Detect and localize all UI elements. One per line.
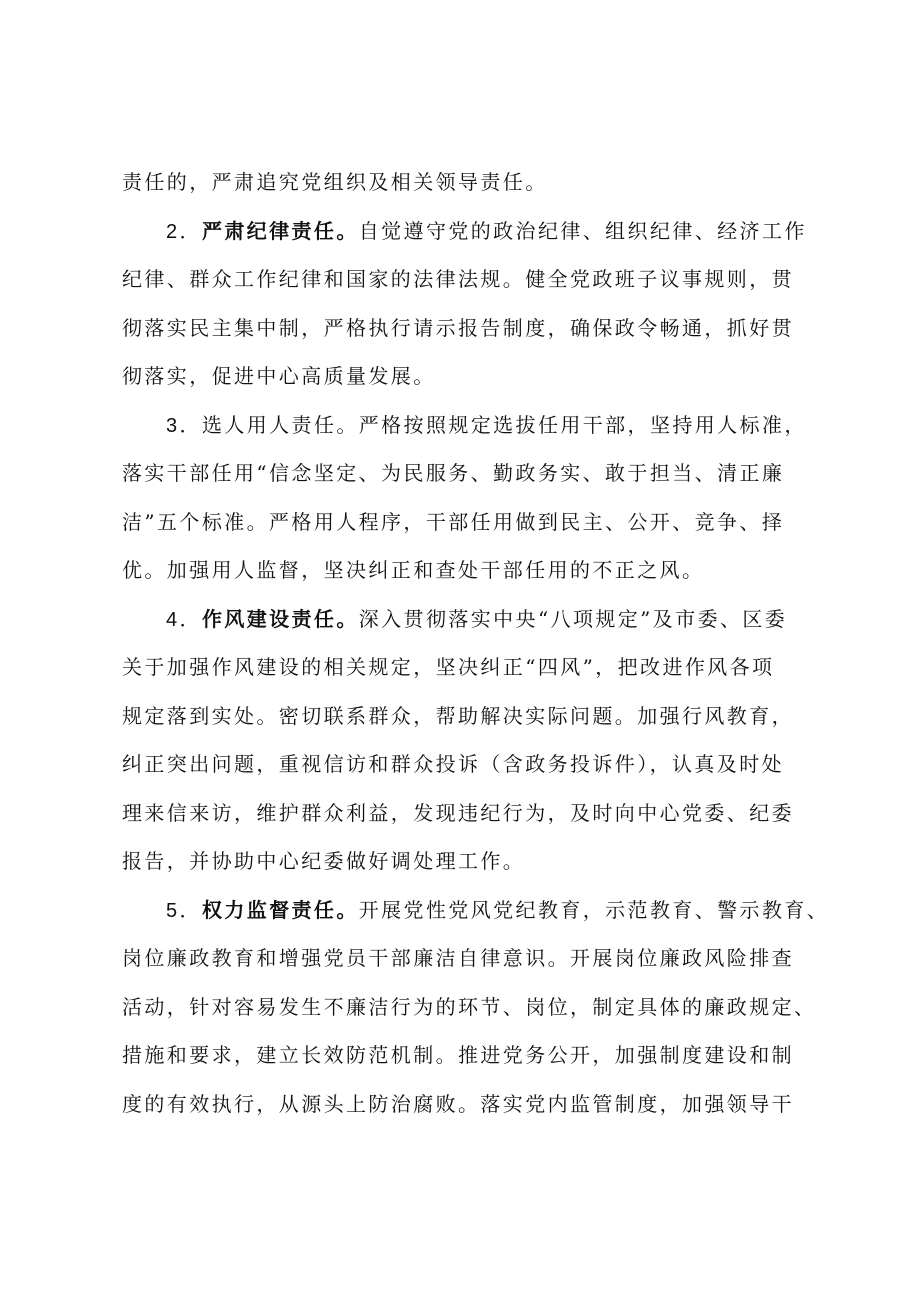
paragraph-text: 岗位廉政教育和增强党员干部廉洁自律意识。开展岗位廉政风险排查: [122, 946, 794, 970]
paragraph-4-line: [122, 692, 827, 741]
paragraph-text: 纠正突出问题，重视信访和群众投诉（含政务投诉件），认真及时处: [122, 752, 784, 776]
paragraph-text: 报告，并协助中心纪委做好调处理工作。: [122, 849, 526, 873]
paragraph-number: 3．: [166, 414, 202, 437]
paragraph-text: 度的有效执行，从源头上防治腐败。落实党内监管制度，加强领导干: [122, 1091, 794, 1116]
paragraph-heading: 选人用人责任。: [201, 412, 359, 437]
paragraph-text: 彻落实，促进中心高质量发展。: [122, 364, 436, 388]
paragraph-number: 4．: [166, 608, 202, 631]
paragraph-text: 洁”五个标准。严格用人程序，干部任用做到民主、公开、竞争、择: [122, 509, 785, 534]
paragraph-text: 理来信来访，维护群众利益，发现违纪行为，及时向中心党委、纪委: [122, 800, 794, 825]
paragraph-3-line: [122, 449, 827, 498]
paragraph-text: 活动，针对容易发生不廉洁行为的环节、岗位，制定具体的廉政规定、: [122, 994, 817, 1019]
paragraph-3-line: [122, 498, 827, 547]
paragraph-2-line: [122, 255, 827, 304]
paragraph-5-line: [122, 1080, 827, 1129]
paragraph-2-first-line: [122, 207, 827, 256]
paragraph-continuation-line: [122, 158, 827, 207]
paragraph-text: 自觉遵守党的政治纪律、组织纪律、经济工作: [358, 218, 807, 243]
paragraph-text: 彻落实民主集中制，严格执行请示报告制度，确保政令畅通，抓好贯: [122, 315, 794, 340]
paragraph-4-line: [122, 837, 827, 886]
paragraph-text: 规定落到实处。密切联系群众，帮助解决实际问题。加强行风教育，: [122, 703, 794, 728]
paragraph-3-line: [122, 546, 827, 595]
document-body: [122, 158, 830, 1128]
paragraph-4-line: [122, 740, 827, 789]
paragraph-5-line: [122, 934, 827, 983]
paragraph-heading: 严肃纪律责任。: [201, 218, 359, 243]
paragraph-5-line: [122, 983, 827, 1032]
paragraph-4-first-line: [122, 595, 827, 644]
paragraph-text: 措施和要求，建立长效防范机制。推进党务公开，加强制度建设和制: [122, 1043, 794, 1067]
paragraph-text: 优。加强用人监督，坚决纠正和查处干部任用的不正之风。: [122, 558, 705, 582]
paragraph-5-first-line: [122, 886, 830, 935]
paragraph-text: 开展党性党风党纪教育，示范教育、警示教育、: [358, 897, 830, 922]
paragraph-3-first-line: [122, 401, 827, 450]
paragraph-text: 落实干部任用“信念坚定、为民服务、勤政务实、敢于担当、清正廉: [122, 461, 785, 485]
paragraph-text: 严格按照规定选拔任用干部，坚持用人标准，: [358, 412, 807, 437]
paragraph-4-line: [122, 789, 827, 838]
paragraph-5-line: [122, 1031, 827, 1080]
paragraph-text: 责任的，严肃追究党组织及相关领导责任。: [122, 170, 548, 194]
paragraph-4-line: [122, 643, 827, 692]
paragraph-number: 2．: [166, 220, 202, 243]
paragraph-text: 纪律、群众工作纪律和国家的法律法规。健全党政班子议事规则，贯: [122, 267, 794, 291]
paragraph-heading: 权力监督责任。: [201, 897, 359, 922]
paragraph-number: 5．: [166, 899, 202, 922]
paragraph-text: 关于加强作风建设的相关规定，坚决纠正“四风”，把改进作风各项: [122, 655, 775, 679]
paragraph-2-line: [122, 352, 827, 401]
paragraph-text: 深入贯彻落实中央“八项规定”及市委、区委: [358, 606, 788, 631]
paragraph-heading: 作风建设责任。: [201, 606, 359, 631]
paragraph-2-line: [122, 304, 827, 353]
